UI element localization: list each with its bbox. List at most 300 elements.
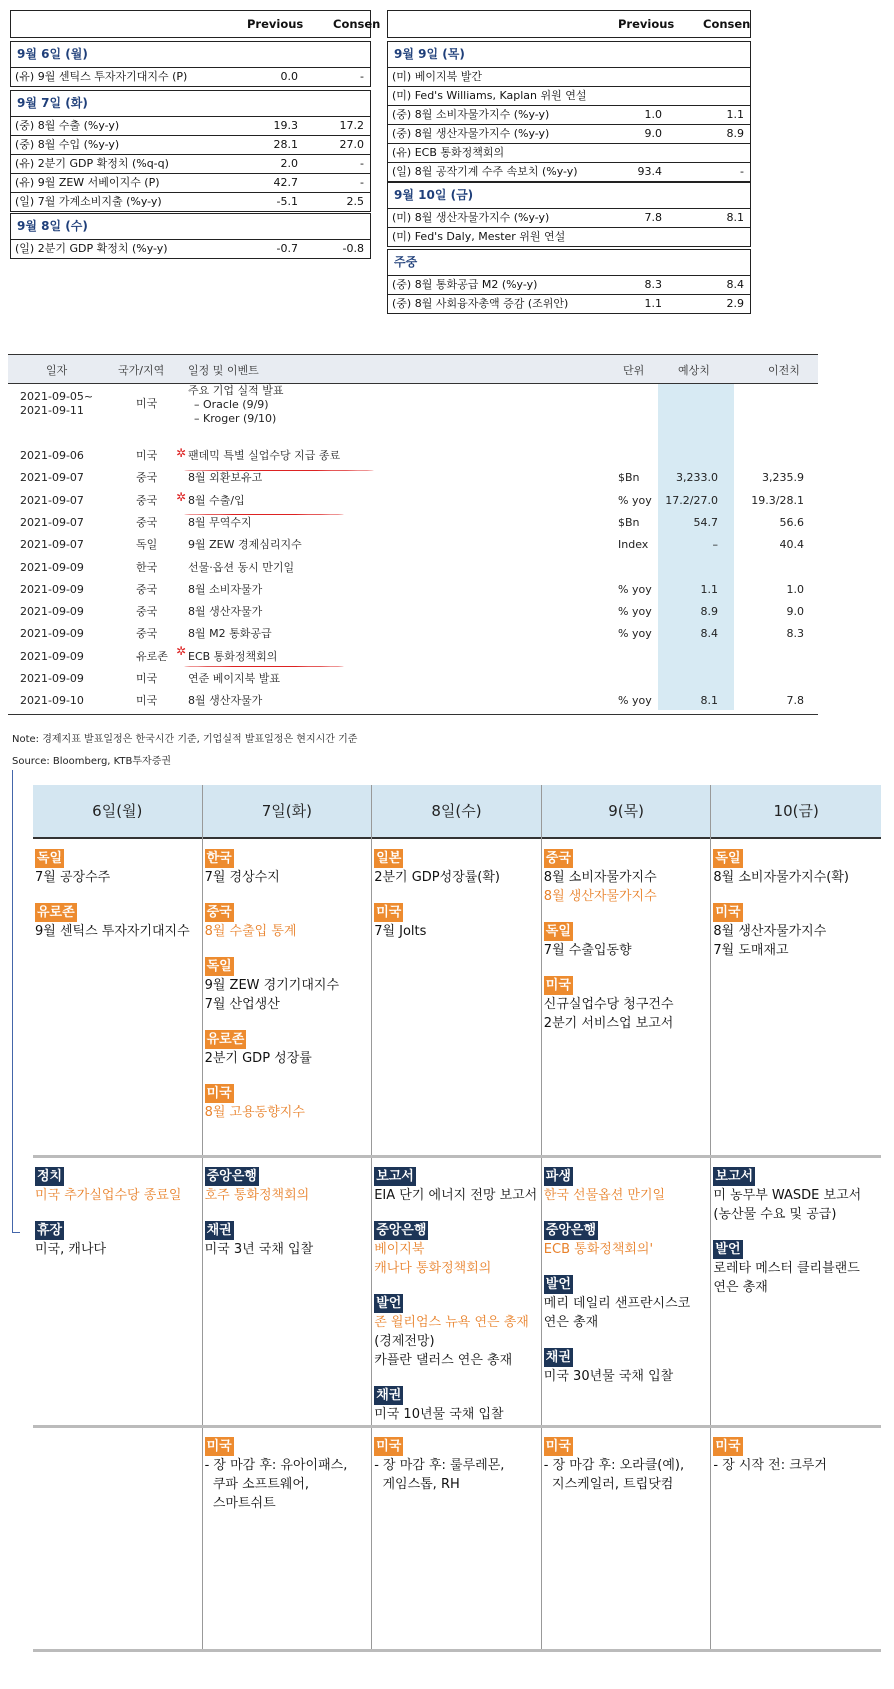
table-row	[8, 445, 818, 467]
schedule-item: 2분기 GDP 성장률	[204, 1051, 312, 1066]
row-event: 8월 생산자물가	[188, 605, 263, 619]
table-row	[388, 87, 750, 106]
previous-value: 0.0	[280, 70, 298, 83]
row-event: 8월 M2 통화공급	[188, 627, 272, 641]
schedule-block	[374, 1294, 536, 1370]
category-tag: 독일	[715, 851, 741, 866]
row-event: 8월 소비자물가	[188, 582, 263, 596]
schedule-block	[713, 1240, 875, 1297]
indicator-name: (중) 8월 소비자물가지수 (%y-y)	[392, 108, 550, 121]
consensus-value: -	[740, 165, 744, 178]
category-tag: 중국	[545, 851, 571, 866]
row-country: 미국	[136, 397, 158, 410]
row-country: 독일	[136, 538, 158, 552]
schedule-block	[35, 849, 197, 887]
consensus-value: 17.2	[339, 119, 364, 133]
schedule-item: - 장 시작 전: 크루거	[713, 1458, 827, 1473]
row-event: 연준 베이지북 발표	[188, 672, 281, 685]
row-unit: % yoy	[618, 605, 652, 619]
header-country: 국가/지역	[118, 364, 165, 377]
consen-header: Consen	[703, 17, 751, 31]
category-tag: 발언	[545, 1277, 571, 1292]
row-country: 유로존	[136, 649, 168, 663]
schedule-cell	[205, 1437, 367, 1529]
category-tag: 한국	[206, 851, 232, 866]
consen-header: Consen	[333, 17, 381, 31]
schedule-block	[544, 1437, 706, 1494]
group-date-title: 9월 10일 (금)	[388, 183, 750, 209]
category-tag: 보고서	[376, 1169, 414, 1184]
schedule-block	[205, 903, 367, 941]
previous-value: -0.7	[276, 241, 298, 255]
schedule-item: 9월 ZEW 경기기대지수	[204, 978, 340, 993]
row-previous: 40.4	[779, 538, 804, 552]
row-previous: 8.3	[786, 627, 804, 641]
schedule-item: 미국, 캐나다	[35, 1242, 107, 1257]
previous-value: 42.7	[273, 176, 298, 190]
row-date: 2021-09-05~	[20, 390, 94, 403]
schedule-block	[544, 1275, 706, 1332]
row-date: 2021-09-06	[20, 449, 84, 462]
table-row	[8, 601, 818, 623]
header-date: 일자	[46, 364, 68, 377]
indicator-name: (일) 7월 가계소비지출 (%y-y)	[15, 195, 162, 209]
column-divider	[202, 785, 203, 1651]
row-country: 미국	[136, 449, 158, 462]
row-date: 2021-09-07	[20, 493, 84, 507]
consensus-value: 2.5	[346, 195, 364, 209]
category-tag: 유로존	[206, 1032, 245, 1047]
schedule-item: 7월 경상수지	[204, 870, 280, 885]
row-country: 미국	[136, 672, 158, 685]
table-row	[8, 467, 818, 489]
row-country: 중국	[136, 471, 158, 485]
table-bottom-border	[8, 714, 818, 715]
previous-header: Previous	[247, 17, 304, 31]
row-event: – Oracle (9/9)	[194, 398, 269, 411]
schedule-block	[205, 1221, 367, 1259]
row-date: 2021-09-09	[20, 627, 84, 641]
indicator-name: (유) ECB 통화정책회의	[392, 146, 505, 159]
row-event: 선물·옵션 동시 만기일	[188, 560, 295, 574]
table-row	[8, 690, 818, 712]
schedule-block	[544, 1348, 706, 1386]
category-tag: 채권	[206, 1223, 232, 1238]
row-unit: % yoy	[618, 694, 652, 708]
table-row	[388, 295, 750, 313]
schedule-item: 2분기 서비스업 보고서	[543, 1016, 674, 1031]
row-date: 2021-09-10	[20, 694, 84, 708]
table-row	[11, 117, 370, 136]
table-row	[8, 557, 818, 579]
schedule-block	[374, 1437, 536, 1494]
schedule-block	[35, 1167, 197, 1205]
row-previous: 1.0	[786, 582, 804, 596]
footnote: Note: 경제지표 발표일정은 한국시간 기준, 기업실적 발표일정은 현지시간 기준	[12, 734, 358, 745]
star-mark-icon: ✲	[176, 644, 187, 658]
previous-value: 1.1	[644, 297, 662, 311]
column-divider	[710, 785, 711, 1651]
schedule-item: 8월 생산자물가지수	[543, 889, 657, 904]
row-unit: Index	[618, 538, 649, 552]
schedule-item: 메리 데일리 샌프란시스코	[543, 1296, 691, 1311]
row-country: 중국	[136, 605, 158, 619]
schedule-cell	[374, 1167, 536, 1440]
consensus-value: 8.1	[726, 210, 744, 224]
row-event: 주요 기업 실적 발표	[188, 384, 284, 397]
schedule-item: 8월 수출입 통계	[204, 924, 297, 939]
schedule-block	[544, 1221, 706, 1259]
schedule-block	[205, 957, 367, 1014]
schedule-block	[374, 1386, 536, 1424]
column-divider	[541, 785, 542, 1651]
indicator-name: (중) 8월 통화공급 M2 (%y-y)	[392, 278, 538, 292]
margin-line	[12, 770, 13, 1232]
row-event: – Kroger (9/10)	[194, 412, 277, 425]
table-row	[11, 136, 370, 155]
schedule-item: 7월 수출입동향	[543, 943, 632, 958]
calendar-header-row	[8, 354, 818, 384]
row-event: 8월 무역수지	[188, 515, 252, 529]
summary-header-left	[10, 10, 381, 38]
category-tag: 채권	[376, 1388, 402, 1403]
indicator-name: (중) 8월 생산자물가지수 (%y-y)	[392, 127, 550, 140]
category-tag: 미국	[376, 905, 402, 920]
table-row	[388, 106, 750, 125]
schedule-cell	[35, 1167, 197, 1275]
category-tag: 중앙은행	[206, 1169, 257, 1184]
consensus-value: -	[360, 176, 364, 190]
previous-value: 1.0	[644, 108, 662, 121]
category-tag: 발언	[715, 1242, 741, 1257]
category-tag: 미국	[545, 1439, 571, 1454]
category-tag: 채권	[545, 1350, 571, 1365]
header-unit: 단위	[623, 364, 645, 377]
row-unit: $Bn	[618, 471, 640, 485]
indicator-name: (일) 8월 공작기계 수주 속보치 (%y-y)	[392, 165, 578, 178]
row-unit: % yoy	[618, 627, 652, 641]
schedule-block	[374, 1221, 536, 1278]
schedule-block	[205, 1167, 367, 1205]
category-tag: 미국	[206, 1439, 232, 1454]
row-date: 2021-09-09	[20, 560, 84, 574]
category-tag: 미국	[206, 1086, 232, 1101]
group-date-title: 주중	[388, 250, 750, 276]
summary-group	[387, 249, 751, 314]
schedule-item: (경제전망)	[374, 1334, 435, 1349]
consensus-value: 2.9	[726, 297, 744, 311]
category-tag: 독일	[545, 924, 571, 939]
schedule-item: 게임스톱, RH	[374, 1477, 460, 1492]
day-header: 9(목)	[542, 785, 711, 839]
row-forecast: 54.7	[693, 515, 718, 529]
row-event: 8월 외환보유고	[188, 471, 263, 485]
row-forecast: 17.2/27.0	[665, 493, 718, 507]
schedule-item: 한국 선물옵션 만기일	[543, 1188, 666, 1203]
schedule-item: 미국 추가실업수당 종료일	[35, 1188, 182, 1203]
schedule-cell	[713, 1437, 875, 1491]
schedule-item: - 장 마감 후: 룰루레몬,	[374, 1458, 505, 1473]
schedule-block	[544, 922, 706, 960]
schedule-item: 신규실업수당 청구건수	[543, 997, 674, 1012]
schedule-block	[713, 903, 875, 960]
schedule-item: 로레타 메스터 클리블랜드	[713, 1261, 860, 1276]
indicator-name: (미) 베이지북 발간	[392, 70, 482, 83]
schedule-item: 8월 소비자물가지수	[543, 870, 657, 885]
indicator-name: (미) 8월 생산자물가지수 (%y-y)	[392, 210, 550, 224]
header-previous: 이전치	[768, 364, 800, 377]
table-row	[8, 490, 818, 512]
consensus-value: 27.0	[339, 138, 364, 152]
row-unit: % yoy	[618, 582, 652, 596]
schedule-block	[713, 1167, 875, 1224]
category-tag: 중앙은행	[545, 1223, 597, 1238]
schedule-item: 연은 총재	[713, 1280, 768, 1295]
schedule-item: (농산물 수요 및 공급)	[713, 1207, 837, 1222]
category-tag: 발언	[376, 1296, 402, 1311]
column-divider	[371, 785, 372, 1651]
previous-value: 8.3	[644, 278, 662, 292]
schedule-cell	[205, 849, 367, 1138]
schedule-item: 미국 30년물 국채 입찰	[543, 1369, 674, 1384]
row-date: 2021-09-07	[20, 538, 84, 552]
consensus-value: 8.4	[726, 278, 744, 292]
table-row	[8, 668, 818, 690]
summary-table-right	[387, 10, 751, 311]
day-header: 8일(수)	[372, 785, 541, 839]
category-tag: 독일	[37, 851, 63, 866]
previous-value: 9.0	[644, 127, 662, 140]
row-country: 미국	[136, 694, 158, 708]
row-previous: 56.6	[779, 515, 804, 529]
table-row	[8, 384, 818, 444]
table-row	[388, 276, 750, 295]
summary-group	[10, 41, 371, 87]
row-separator	[33, 1155, 881, 1158]
schedule-item: ECB 통화정책회의'	[543, 1242, 654, 1257]
schedule-item: EIA 단기 에너지 전망 보고서	[374, 1188, 538, 1203]
day-header: 10(금)	[711, 785, 881, 839]
category-tag: 독일	[206, 959, 232, 974]
schedule-item: 캐나다 통화정책회의	[374, 1261, 492, 1276]
summary-header-right	[387, 10, 751, 38]
schedule-block	[374, 903, 536, 941]
row-forecast: 8.9	[700, 605, 718, 619]
schedule-item: 2분기 GDP성장률(확)	[374, 870, 501, 885]
indicator-name: (일) 2분기 GDP 확정치 (%y-y)	[15, 241, 168, 255]
schedule-cell	[35, 849, 197, 957]
category-tag: 파생	[545, 1169, 571, 1184]
row-previous: 3,235.9	[762, 471, 804, 485]
schedule-item: 7월 도매재고	[713, 943, 789, 958]
schedule-block	[544, 976, 706, 1033]
table-row	[8, 534, 818, 556]
indicator-name: (유) 9월 ZEW 서베이지수 (P)	[15, 176, 160, 190]
schedule-block	[374, 849, 536, 887]
row-forecast: 8.1	[700, 694, 718, 708]
category-tag: 보고서	[715, 1169, 754, 1184]
schedule-block	[205, 1084, 367, 1122]
row-country: 중국	[136, 493, 158, 507]
schedule-item: 8월 고용동향지수	[204, 1105, 305, 1120]
table-row	[11, 240, 370, 258]
schedule-cell	[544, 849, 706, 1049]
indicator-name: (유) 9월 센틱스 투자자기대지수 (P)	[15, 70, 188, 83]
category-tag: 미국	[376, 1439, 402, 1454]
summary-group	[387, 182, 751, 247]
table-row	[388, 163, 750, 181]
schedule-item: 8월 소비자물가지수(확)	[713, 870, 849, 885]
schedule-item: 스마트쉬트	[204, 1496, 276, 1511]
row-forecast: 8.4	[700, 627, 718, 641]
consensus-value: -	[360, 157, 364, 171]
schedule-item: 쿠파 소프트웨어,	[204, 1477, 310, 1492]
row-unit: $Bn	[618, 515, 640, 529]
row-date: 2021-09-07	[20, 471, 84, 485]
table-row	[388, 68, 750, 87]
schedule-item: 7월 산업생산	[204, 997, 280, 1012]
indicator-name: (유) 2분기 GDP 확정치 (%q-q)	[15, 157, 169, 171]
category-tag: 미국	[545, 978, 571, 993]
indicator-name: (미) Fed's Williams, Kaplan 위원 연설	[392, 89, 587, 102]
schedule-block	[374, 1167, 536, 1205]
consensus-value: -	[360, 70, 364, 83]
row-date: 2021-09-11	[20, 404, 84, 417]
star-mark-icon: ✲	[176, 446, 187, 460]
table-row	[8, 512, 818, 534]
row-event: ECB 통화정책회의	[188, 649, 278, 663]
header-event: 일정 및 이벤트	[188, 364, 259, 377]
consensus-value: -0.8	[342, 241, 364, 255]
row-previous: 7.8	[786, 694, 804, 708]
summary-table-left	[10, 10, 381, 255]
table-row	[8, 623, 818, 645]
schedule-item: 호주 통화정책회의	[204, 1188, 310, 1203]
schedule-block	[713, 849, 875, 887]
schedule-cell	[544, 1437, 706, 1510]
category-tag: 유로존	[37, 905, 75, 920]
row-event: 8월 수출/입	[188, 493, 245, 507]
group-date-title: 9월 6일 (월)	[11, 42, 370, 68]
schedule-block	[544, 1167, 706, 1205]
schedule-item: 7월 Jolts	[374, 924, 427, 939]
previous-value: 19.3	[273, 119, 298, 133]
row-country: 한국	[136, 560, 158, 574]
category-tag: 미국	[715, 905, 741, 920]
table-row	[388, 228, 750, 246]
table-row	[388, 209, 750, 228]
table-row	[8, 646, 818, 668]
row-date: 2021-09-09	[20, 605, 84, 619]
header-forecast: 예상치	[678, 364, 710, 377]
table-row	[11, 68, 370, 86]
table-row	[11, 193, 370, 211]
row-date: 2021-09-07	[20, 515, 84, 529]
schedule-item: - 장 마감 후: 유아이패스,	[204, 1458, 348, 1473]
schedule-item: 존 윌리엄스 뉴욕 연은 총재	[374, 1315, 529, 1330]
summary-group	[10, 213, 371, 259]
schedule-item: 미국 3년 국채 입찰	[204, 1242, 314, 1257]
category-tag: 미국	[715, 1439, 741, 1454]
schedule-block	[205, 849, 367, 887]
schedule-cell	[544, 1167, 706, 1402]
consensus-value: 1.1	[726, 108, 744, 121]
schedule-cell	[713, 1167, 875, 1313]
schedule-item: 카플란 댈러스 연은 총재	[374, 1353, 513, 1368]
row-event: 8월 생산자물가	[188, 694, 263, 708]
schedule-block	[35, 1221, 197, 1259]
row-previous: 9.0	[786, 605, 804, 619]
source-note: Source: Bloomberg, KTB투자증권	[12, 756, 172, 767]
schedule-item: 베이지북	[374, 1242, 425, 1257]
row-forecast: 1.1	[700, 582, 718, 596]
schedule-item: 연은 총재	[543, 1315, 599, 1330]
category-tag: 정치	[37, 1169, 63, 1184]
schedule-item: 7월 공장수주	[35, 870, 111, 885]
schedule-cell	[713, 849, 875, 976]
row-forecast: –	[712, 538, 718, 552]
schedule-cell	[374, 1437, 536, 1510]
row-event: 팬데믹 특별 실업수당 지급 종료	[188, 449, 341, 462]
schedule-item: 9월 센틱스 투자자기대지수	[35, 924, 190, 939]
indicator-name: (중) 8월 사회융자총액 증감 (조위안)	[392, 297, 569, 311]
schedule-item: 지스케일러, 트립닷컴	[543, 1477, 674, 1492]
group-date-title: 9월 9일 (목)	[388, 42, 750, 68]
previous-value: 93.4	[637, 165, 662, 178]
row-previous: 19.3/28.1	[751, 493, 804, 507]
group-date-title: 9월 8일 (수)	[11, 214, 370, 240]
summary-group	[387, 41, 751, 182]
category-tag: 중국	[206, 905, 232, 920]
schedule-block	[713, 1437, 875, 1475]
table-row	[388, 125, 750, 144]
table-row	[8, 579, 818, 601]
schedule-cell	[205, 1167, 367, 1275]
table-row	[11, 174, 370, 193]
schedule-item: 미국 10년물 국채 입찰	[374, 1407, 504, 1422]
row-date: 2021-09-09	[20, 672, 84, 685]
table-row	[11, 155, 370, 174]
row-country: 중국	[136, 582, 158, 596]
indicator-name: (중) 8월 수입 (%y-y)	[15, 138, 120, 152]
summary-group	[10, 90, 371, 212]
previous-header: Previous	[618, 17, 675, 31]
category-tag: 중앙은행	[376, 1223, 427, 1238]
category-tag: 일본	[376, 851, 402, 866]
indicator-name: (중) 8월 수출 (%y-y)	[15, 119, 120, 133]
row-country: 중국	[136, 627, 158, 641]
star-mark-icon: ✲	[176, 490, 187, 504]
previous-value: -5.1	[276, 195, 298, 209]
category-tag: 휴장	[37, 1223, 63, 1238]
consensus-value: 8.9	[726, 127, 744, 140]
schedule-block	[205, 1030, 367, 1068]
row-forecast: 3,233.0	[676, 471, 718, 485]
schedule-block	[35, 903, 197, 941]
row-date: 2021-09-09	[20, 582, 84, 596]
row-separator	[33, 1649, 881, 1652]
day-header: 7일(화)	[203, 785, 372, 839]
row-country: 중국	[136, 515, 158, 529]
previous-value: 7.8	[644, 210, 662, 224]
group-date-title: 9월 7일 (화)	[11, 91, 370, 117]
schedule-item: - 장 마감 후: 오라클(예),	[543, 1458, 685, 1473]
margin-tick	[12, 1232, 20, 1233]
schedule-block	[544, 849, 706, 906]
schedule-cell	[374, 849, 536, 957]
schedule-item: 미 농무부 WASDE 보고서	[713, 1188, 862, 1203]
row-unit: % yoy	[618, 493, 652, 507]
